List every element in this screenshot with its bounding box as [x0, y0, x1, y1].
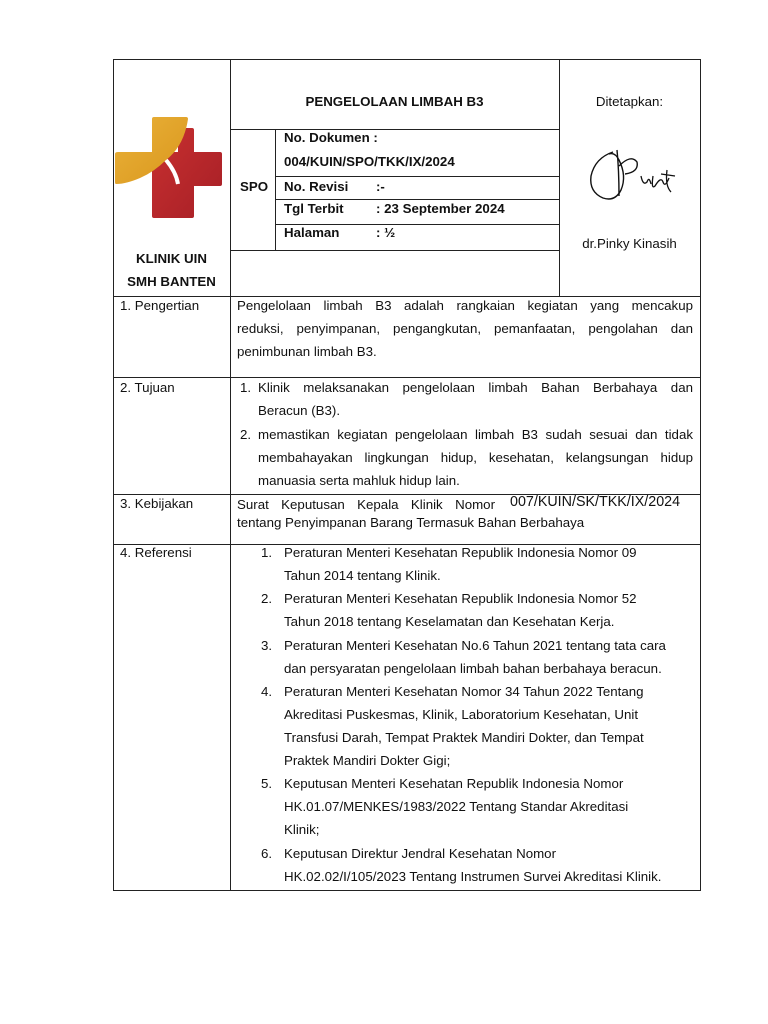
- border-meta-left: [275, 129, 276, 251]
- referensi-line: dan persyaratan pengelolaan limbah bahan berbahaya beracun.: [284, 661, 662, 676]
- section-label-tujuan: 2. Tujuan: [120, 380, 175, 395]
- tgl-terbit-label: Tgl Terbit: [284, 201, 344, 216]
- referensi-line: Tahun 2014 tentang Klinik.: [284, 568, 441, 583]
- referensi-num: 4.: [261, 684, 273, 699]
- clinic-name-line1: KLINIK UIN: [136, 251, 207, 266]
- no-revisi-value: :-: [376, 179, 385, 194]
- referensi-line: Peraturan Menteri Kesehatan No.6 Tahun 2021 tentang tata cara: [284, 638, 666, 653]
- referensi-line: Keputusan Direktur Jendral Kesehatan Nomor: [284, 846, 556, 861]
- halaman-label: Halaman: [284, 225, 340, 240]
- referensi-num: 1.: [261, 545, 273, 560]
- border-col-1: [230, 59, 231, 891]
- referensi-line: Praktek Mandiri Dokter Gigi;: [284, 753, 451, 768]
- referensi-num: 6.: [261, 846, 273, 861]
- clinic-name-line2: SMH BANTEN: [127, 274, 216, 289]
- referensi-line: Tahun 2018 tentang Keselamatan dan Kesehatan Kerja.: [284, 614, 615, 629]
- pengertian-line: reduksi, penyimpanan, pengangkutan, pemanfaatan, pengolahan dan: [237, 321, 693, 336]
- tujuan-line: manuasia serta mahluk hidup lain.: [258, 473, 460, 488]
- pengertian-line: penimbunan limbah B3.: [237, 344, 377, 359]
- referensi-num: 5.: [261, 776, 273, 791]
- referensi-line: Akreditasi Puskesmas, Klinik, Laboratorium Kesehatan, Unit: [284, 707, 639, 722]
- tujuan-num: 2.: [240, 427, 252, 442]
- clinic-logo: [114, 116, 224, 220]
- halaman-value: : ½: [376, 225, 396, 240]
- referensi-num: 3.: [261, 638, 273, 653]
- pengertian-line: Pengelolaan limbah B3 adalah rangkaian kegiatan yang mencakup: [237, 298, 693, 313]
- no-revisi-label: No. Revisi: [284, 179, 349, 194]
- border-top: [113, 59, 701, 60]
- kebijakan-line: tentang Penyimpanan Barang Termasuk Bahan Berbahaya: [237, 515, 585, 530]
- referensi-line: Transfusi Darah, Tempat Praktek Mandiri Dokter, dan Tempat: [284, 730, 644, 745]
- tujuan-line: Beracun (B3).: [258, 403, 341, 418]
- kebijakan-number: 007/KUIN/SK/TKK/IX/2024: [510, 494, 681, 510]
- referensi-line: Peraturan Menteri Kesehatan Republik Indonesia Nomor 52: [284, 591, 637, 606]
- tujuan-line: memastikan kegiatan pengelolaan limbah B3 sudah sesuai dan tidak: [258, 427, 693, 442]
- referensi-line: Klinik;: [284, 822, 320, 837]
- signer-name: dr.Pinky Kinasih: [582, 236, 677, 251]
- referensi-line: Peraturan Menteri Kesehatan Nomor 34 Tahun 2022 Tentang: [284, 684, 644, 699]
- tgl-terbit-value: : 23 September 2024: [376, 201, 505, 216]
- document-title: PENGELOLAAN LIMBAH B3: [305, 94, 484, 109]
- tujuan-line: membahayakan lingkungan hidup, kesehatan, kelangsungan hidup: [258, 450, 693, 465]
- tujuan-num: 1.: [240, 380, 252, 395]
- referensi-line: HK.01.07/MENKES/1983/2022 Tentang Standar Akreditasi: [284, 799, 629, 814]
- referensi-line: Keputusan Menteri Kesehatan Republik Indonesia Nomor: [284, 776, 624, 791]
- section-label-kebijakan: 3. Kebijakan: [120, 496, 194, 511]
- border-bottom: [113, 890, 701, 891]
- border-spo-bottom: [230, 250, 559, 251]
- ditetapkan-label: Ditetapkan:: [595, 94, 664, 109]
- no-dokumen-label: No. Dokumen :: [284, 130, 378, 145]
- tujuan-line: Klinik melaksanakan pengelolaan limbah Bahan Berbahaya dan: [258, 380, 693, 395]
- section-label-pengertian: 1. Pengertian: [120, 298, 200, 313]
- referensi-line: HK.02.02/I/105/2023 Tentang Instrumen Survei Akreditasi Klinik.: [284, 869, 662, 884]
- border-title-bottom: [230, 129, 559, 130]
- section-label-referensi: 4. Referensi: [120, 545, 192, 560]
- signature: [585, 146, 679, 204]
- no-dokumen-value: 004/KUIN/SPO/TKK/IX/2024: [284, 154, 455, 169]
- referensi-num: 2.: [261, 591, 273, 606]
- spo-label: SPO: [240, 179, 269, 194]
- referensi-line: Peraturan Menteri Kesehatan Republik Indonesia Nomor 09: [284, 545, 637, 560]
- border-right: [700, 59, 701, 891]
- kebijakan-line: Surat Keputusan Kepala Klinik Nomor: [237, 497, 495, 512]
